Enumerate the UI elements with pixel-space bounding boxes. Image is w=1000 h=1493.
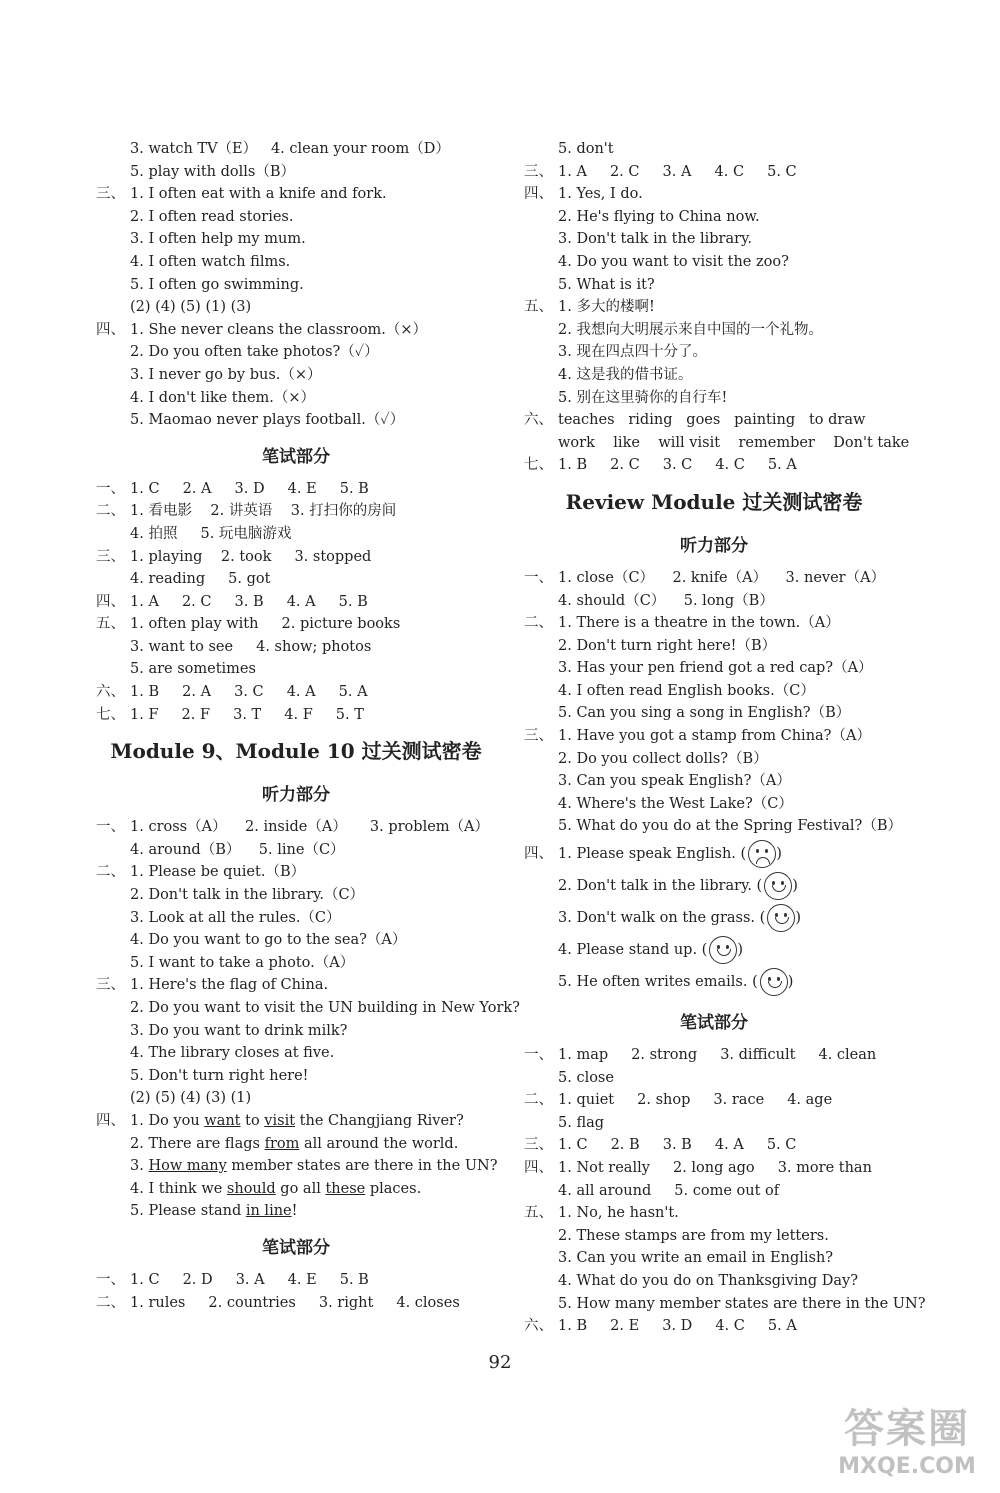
- answer-text: 4. should（C） 5. long（B）: [558, 592, 774, 609]
- question-number: 六、: [524, 1318, 553, 1335]
- section-title: Module 9、Module 10 过关测试密卷: [110, 739, 482, 764]
- answer-line: [524, 657, 904, 680]
- answer-text: 4. reading 5. got: [130, 571, 271, 588]
- answer-line: [96, 816, 496, 839]
- question-number: 三、: [524, 163, 553, 180]
- question-number: 四、: [96, 593, 125, 610]
- answer-text: 5. What do you do at the Spring Festival?（B）: [558, 818, 902, 835]
- answer-line: [96, 161, 496, 184]
- question-number: 三、: [524, 1137, 553, 1154]
- answer-text: 3. How many member states are there in the UN?: [130, 1158, 498, 1175]
- answer-line: [96, 341, 496, 364]
- answer-text: 5. Don't turn right here!: [130, 1067, 309, 1084]
- answer-text: 1. Do you want to visit the Changjiang River?: [130, 1112, 464, 1129]
- answer-text: 1. C 2. A 3. D 4. E 5. B: [130, 480, 369, 497]
- answer-text: 4. around（B） 5. line（C）: [130, 841, 345, 858]
- question-number: 三、: [524, 728, 553, 745]
- answer-text: 1. rules 2. countries 3. right 4. closes: [130, 1294, 460, 1311]
- answer-text: 1. quiet 2. shop 3. race 4. age: [558, 1092, 833, 1109]
- question-number: 一、: [96, 1271, 125, 1288]
- answer-line: [96, 478, 496, 501]
- answer-line: [524, 770, 904, 793]
- answer-text: 3. Has your pen friend got a red cap?（A）: [558, 660, 873, 677]
- answer-line: [524, 138, 904, 161]
- answer-line: [96, 974, 496, 997]
- answer-line: [96, 997, 520, 1020]
- answer-line: [524, 1157, 904, 1180]
- answer-text: 1. cross（A） 2. inside（A） 3. problem（A）: [130, 819, 490, 836]
- answer-line: [96, 523, 496, 546]
- answer-line: [96, 704, 496, 727]
- answer-line: [524, 680, 904, 703]
- answer-line: [96, 1087, 496, 1110]
- answer-line: 3. Don't walk on the grass. ( ): [524, 902, 904, 934]
- answer-text: 4. Please stand up.: [558, 942, 698, 959]
- answer-text: 5. play with dolls（B）: [130, 163, 296, 180]
- answer-text: 5. don't: [558, 141, 614, 157]
- answer-line: [524, 1180, 904, 1203]
- question-number: 一、: [96, 819, 125, 836]
- answer-line: [96, 1200, 496, 1223]
- answer-line: [524, 183, 904, 206]
- question-number: 二、: [524, 1092, 553, 1109]
- answer-line: [96, 364, 496, 387]
- question-number: 七、: [96, 706, 125, 723]
- question-number: 一、: [524, 569, 553, 586]
- question-number: 五、: [524, 299, 553, 316]
- answer-text: 1. B 2. C 3. C 4. C 5. A: [558, 457, 797, 474]
- answer-line: [524, 319, 904, 342]
- answer-text: 5. I often go swimming.: [130, 276, 304, 293]
- answer-line: [96, 907, 496, 930]
- answer-text: 3. Don't walk on the grass.: [558, 910, 756, 927]
- answer-line: [524, 1089, 904, 1112]
- subsection-title: 笔试部分: [262, 1237, 330, 1258]
- answer-text: 2. Do you often take photos?（✓）: [130, 344, 379, 361]
- answer-line: [96, 138, 496, 161]
- watermark-top-text: 答案圈: [844, 1406, 970, 1452]
- answer-text: 2. 我想向大明展示来自中国的一个礼物。: [558, 321, 823, 338]
- answer-text: (2) (5) (4) (3) (1): [130, 1090, 252, 1107]
- answer-line: [524, 274, 904, 297]
- answer-line: [524, 1067, 904, 1090]
- question-number: 三、: [96, 977, 125, 994]
- answer-text: 1. Here's the flag of China.: [130, 977, 329, 994]
- answer-text: 5. close: [558, 1069, 614, 1086]
- answer-line: [96, 613, 496, 636]
- answer-line: [524, 1315, 904, 1338]
- question-number: 四、: [96, 1112, 125, 1129]
- answer-line: [96, 1269, 496, 1292]
- question-number: 二、: [96, 1294, 125, 1311]
- question-number: 六、: [524, 412, 553, 429]
- answer-line: [524, 815, 904, 838]
- right-column: [524, 138, 926, 1338]
- answer-text: 1. Have you got a stamp from China?（A）: [558, 728, 871, 745]
- answer-text: 3. I never go by bus.（×）: [130, 366, 322, 383]
- answer-text: 4. I don't like them.（×）: [130, 389, 316, 406]
- answer-line: [96, 1020, 496, 1043]
- answer-line: [524, 387, 904, 410]
- answer-line: [96, 1292, 496, 1315]
- answer-line: [96, 1178, 496, 1201]
- answer-line: [524, 341, 904, 364]
- question-number: 三、: [96, 186, 125, 203]
- left-column: [96, 138, 520, 1314]
- answer-line: [96, 839, 496, 862]
- answer-text: 5. Maomao never plays football.（✓）: [130, 412, 405, 429]
- answer-line: [96, 568, 496, 591]
- question-number: 七、: [524, 457, 553, 474]
- answer-line: [96, 884, 496, 907]
- answer-line: [96, 1042, 496, 1065]
- answer-line: [96, 861, 496, 884]
- question-number: 二、: [96, 503, 125, 520]
- answer-line: [524, 1247, 904, 1270]
- answer-line: [524, 1202, 904, 1225]
- smiley-face-icon: [767, 904, 795, 932]
- question-number: 四、: [524, 846, 553, 863]
- answer-text: 1. B 2. E 3. D 4. C 5. A: [558, 1318, 797, 1335]
- answer-line: [524, 409, 904, 432]
- answer-line: [524, 1134, 904, 1157]
- answer-text: teaches riding goes painting to draw: [558, 412, 866, 429]
- answer-text: 3. 现在四点四十分了。: [558, 344, 707, 361]
- answer-text: 3. Do you want to drink milk?: [130, 1022, 348, 1039]
- answer-text: 1. 多大的楼啊!: [558, 299, 655, 316]
- answer-line: [524, 1270, 904, 1293]
- answer-text: 2. I often read stories.: [130, 208, 294, 225]
- answer-line: 四、 1. Please speak English. ( ): [524, 838, 904, 870]
- answer-line: [96, 251, 496, 274]
- answer-text: 5. How many member states are there in the UN?: [558, 1295, 926, 1312]
- answer-line: [96, 409, 496, 432]
- answer-text: 4. 这是我的借书证。: [558, 366, 693, 383]
- answer-line: [524, 612, 904, 635]
- answer-text: 4. Where's the West Lake?（C）: [558, 795, 793, 812]
- question-number: 三、: [96, 548, 125, 565]
- subsection-title: 听力部分: [680, 535, 748, 556]
- answer-line: [524, 725, 904, 748]
- answer-line: 2. Don't talk in the library. ( ): [524, 870, 904, 902]
- answer-line: [96, 546, 496, 569]
- answer-line: [524, 793, 904, 816]
- subsection-title: 笔试部分: [262, 446, 330, 467]
- answer-line: [96, 1110, 496, 1133]
- answer-text: 3. Can you write an email in English?: [558, 1250, 834, 1267]
- answer-line: [96, 1155, 496, 1178]
- answer-text: 4. Do you want to visit the zoo?: [558, 253, 789, 270]
- answer-line: [96, 681, 496, 704]
- question-number: 四、: [524, 186, 553, 203]
- answer-text: 4. I often read English books.（C）: [558, 682, 815, 699]
- answer-text: 5. 别在这里骑你的自行车!: [558, 389, 728, 406]
- smiley-face-icon: [709, 936, 737, 964]
- answer-line: [524, 454, 904, 477]
- answer-line: [524, 161, 904, 184]
- answer-text: 2. Do you collect dolls?（B）: [558, 750, 768, 767]
- answer-text: 1. 看电影 2. 讲英语 3. 打扫你的房间: [130, 503, 397, 520]
- answer-line: [96, 636, 496, 659]
- answer-text: 1. I often eat with a knife and fork.: [130, 186, 387, 203]
- answer-text: 2. Do you want to visit the UN building in New York?: [130, 1000, 520, 1016]
- answer-line: [96, 228, 496, 251]
- answer-text: 2. There are flags from all around the world.: [130, 1135, 459, 1152]
- answer-text: 1. She never cleans the classroom.（×）: [130, 321, 428, 338]
- answer-text: 5. I want to take a photo.（A）: [130, 954, 355, 971]
- question-number: 二、: [96, 864, 125, 881]
- answer-text: 3. want to see 4. show; photos: [130, 638, 372, 655]
- answer-line: [524, 251, 904, 274]
- answer-text: 3. Can you speak English?（A）: [558, 773, 791, 790]
- answer-line: [96, 319, 496, 342]
- sad-face-icon: [748, 840, 776, 868]
- answer-text: 1. map 2. strong 3. difficult 4. clean: [558, 1047, 877, 1064]
- subsection-title: 笔试部分: [680, 1013, 748, 1034]
- answer-text: 1. No, he hasn't.: [558, 1205, 679, 1222]
- section-title: Review Module 过关测试密卷: [565, 489, 863, 514]
- question-number: 一、: [524, 1047, 553, 1064]
- answer-line: [96, 952, 496, 975]
- answer-line: [96, 1133, 496, 1156]
- answer-text: 5. Please stand in line!: [130, 1203, 298, 1220]
- question-number: 二、: [524, 615, 553, 632]
- subsection-title: 听力部分: [262, 785, 330, 806]
- answer-text: 1. C 2. B 3. B 4. A 5. C: [558, 1137, 797, 1154]
- answer-text: 4. all around 5. come out of: [558, 1182, 780, 1199]
- answer-text: 2. Don't talk in the library.（C）: [130, 887, 365, 904]
- answer-line: [524, 432, 910, 455]
- answer-text: 1. Yes, I do.: [558, 186, 643, 203]
- answer-text: 4. I think we should go all these places.: [130, 1180, 422, 1197]
- answer-text: 1. close（C） 2. knife（A） 3. never（A）: [558, 569, 886, 586]
- answer-text: 3. Look at all the rules.（C）: [130, 909, 341, 926]
- watermark-bottom-text: MXQE.COM: [838, 1454, 976, 1479]
- answer-line: [524, 1112, 904, 1135]
- answer-text: 1. Please be quiet.（B）: [130, 864, 306, 881]
- answer-line: [524, 228, 904, 251]
- answer-line: [96, 387, 496, 410]
- answer-line: [524, 748, 904, 771]
- answer-line: [524, 1044, 904, 1067]
- answer-text: (2) (4) (5) (1) (3): [130, 299, 252, 316]
- answer-line: [96, 274, 496, 297]
- page-number: 92: [488, 1352, 512, 1373]
- answer-line: [96, 929, 496, 952]
- answer-text: 5. What is it?: [558, 276, 655, 293]
- question-number: 五、: [524, 1205, 553, 1222]
- answer-text: 3. watch TV（E） 4. clean your room（D）: [130, 141, 450, 157]
- answer-text: 4. 拍照 5. 玩电脑游戏: [130, 525, 292, 542]
- answer-line: [524, 206, 904, 229]
- question-number: 五、: [96, 616, 125, 633]
- answer-line: [96, 1065, 496, 1088]
- answer-line: [96, 206, 496, 229]
- answer-line: [96, 500, 496, 523]
- question-number: 一、: [96, 480, 125, 497]
- answer-line: [524, 1293, 926, 1316]
- answer-text: work like will visit remember Don't take: [558, 434, 910, 451]
- answer-text: 4. What do you do on Thanksgiving Day?: [558, 1272, 858, 1289]
- answer-line: [524, 567, 904, 590]
- answer-line: [524, 590, 904, 613]
- answer-line: [96, 591, 496, 614]
- smiley-face-icon: [760, 968, 788, 996]
- answer-text: 3. I often help my mum.: [130, 231, 306, 248]
- answer-text: 1. Please speak English.: [558, 846, 736, 863]
- smiley-face-icon: [764, 872, 792, 900]
- question-number: 四、: [524, 1160, 553, 1176]
- answer-line: 4. Please stand up. ( ): [524, 934, 904, 966]
- answer-text: 2. He's flying to China now.: [558, 208, 760, 225]
- answer-text: 3. Don't talk in the library.: [558, 231, 752, 248]
- answer-text: 1. Not really 2. long ago 3. more than: [558, 1160, 872, 1176]
- answer-text: 2. Don't talk in the library.: [558, 878, 752, 895]
- answer-text: 1. A 2. C 3. B 4. A 5. B: [130, 593, 368, 610]
- answer-line: [524, 296, 904, 319]
- answer-text: 1. There is a theatre in the town.（A）: [558, 615, 840, 632]
- answer-text: 1. F 2. F 3. T 4. F 5. T: [130, 706, 364, 723]
- answer-text: 5. Can you sing a song in English?（B）: [558, 705, 851, 722]
- answer-text: 4. Do you want to go to the sea?（A）: [130, 932, 407, 949]
- answer-line: [96, 183, 496, 206]
- answer-text: 1. B 2. A 3. C 4. A 5. A: [130, 684, 368, 701]
- answer-line: [524, 364, 904, 387]
- answer-text: 2. These stamps are from my letters.: [558, 1227, 829, 1244]
- answer-line: [524, 1225, 904, 1248]
- answer-text: 4. I often watch films.: [130, 253, 291, 270]
- question-number: 六、: [96, 684, 125, 701]
- answer-line: [96, 296, 496, 319]
- answer-line: [524, 702, 904, 725]
- answer-line: [96, 658, 496, 681]
- answer-text: 5. flag: [558, 1114, 605, 1131]
- answer-text: 1. often play with 2. picture books: [130, 616, 401, 633]
- answer-text: 5. He often writes emails.: [558, 974, 748, 991]
- answer-line: [524, 635, 904, 658]
- answer-text: 1. playing 2. took 3. stopped: [130, 548, 372, 565]
- question-number: 四、: [96, 321, 125, 338]
- answer-text: 1. C 2. D 3. A 4. E 5. B: [130, 1271, 369, 1288]
- answer-line: 5. He often writes emails. ( ): [524, 966, 904, 998]
- watermark-logo: [822, 1397, 992, 1487]
- answer-text: 2. Don't turn right here!（B）: [558, 637, 777, 654]
- answer-text: 1. A 2. C 3. A 4. C 5. C: [558, 163, 797, 180]
- answer-text: 4. The library closes at five.: [130, 1045, 335, 1062]
- answer-text: 5. are sometimes: [130, 661, 256, 678]
